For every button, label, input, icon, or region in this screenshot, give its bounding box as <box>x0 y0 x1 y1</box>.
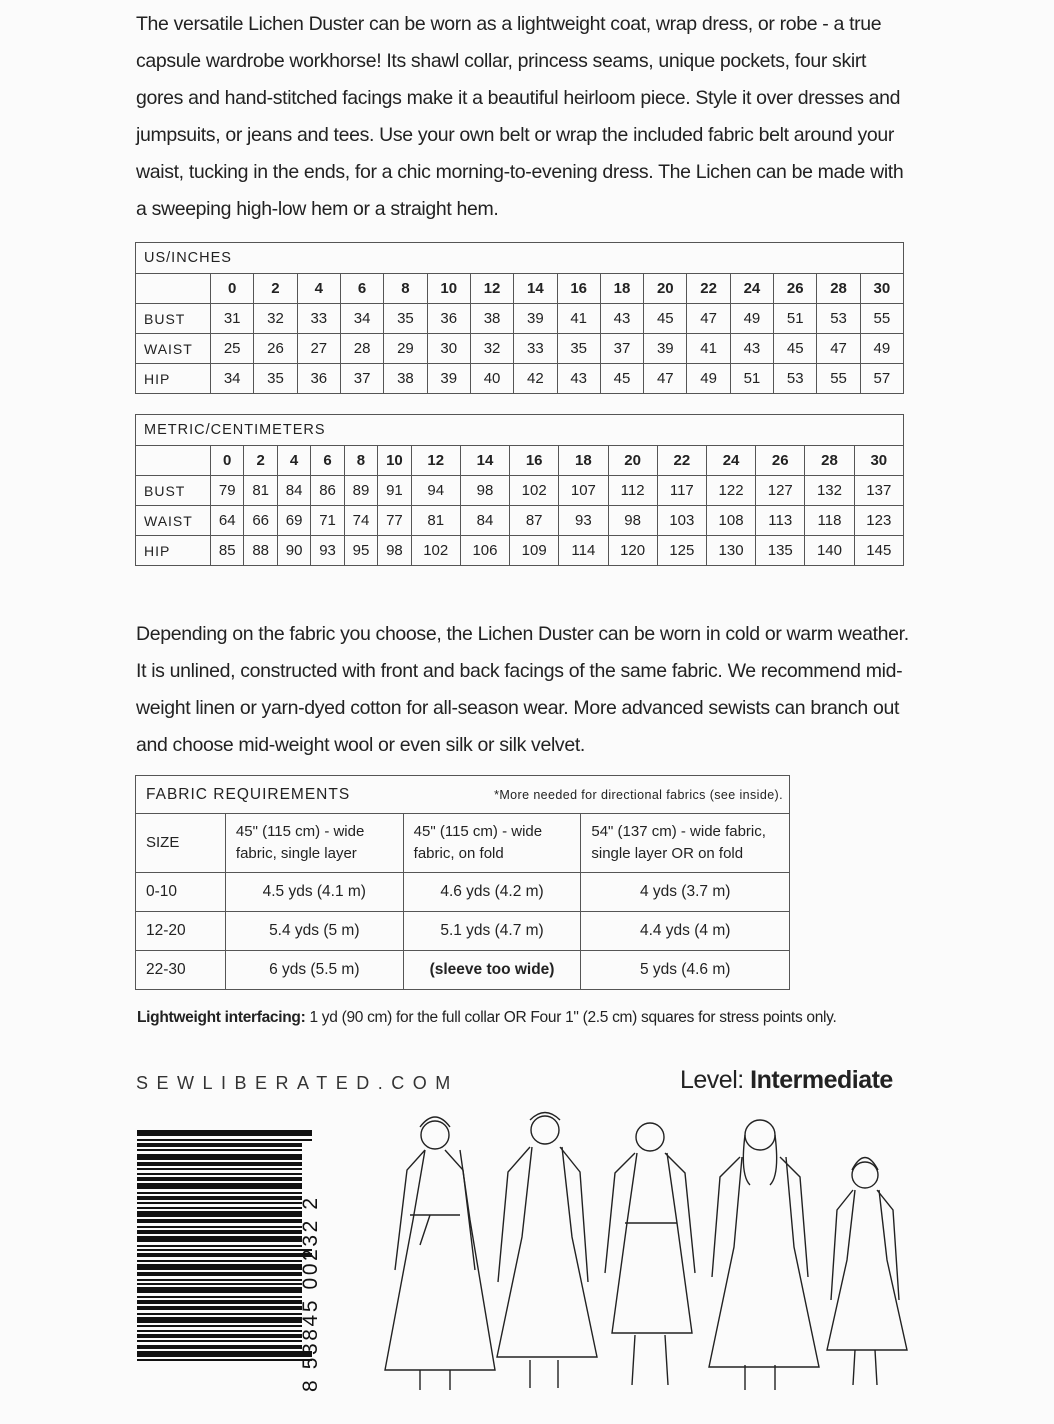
figure-4-illustration <box>709 1120 819 1390</box>
metric-size-chart <box>135 414 904 566</box>
row-label: WAIST <box>136 506 211 536</box>
table-row <box>136 304 904 334</box>
table-cell: 93 <box>559 506 608 536</box>
barcode-bar <box>137 1359 312 1361</box>
table-cell: 113 <box>756 506 805 536</box>
barcode-bar <box>137 1306 302 1310</box>
table-cell: 35 <box>557 334 600 364</box>
barcode-bar <box>137 1345 302 1349</box>
size-header-cell: 12 <box>411 446 460 476</box>
barcode-bar <box>137 1168 302 1170</box>
size-header-cell: 2 <box>254 274 297 304</box>
size-header-cell: 22 <box>657 446 706 476</box>
barcode-bar <box>137 1219 302 1223</box>
table-cell: 45 <box>600 364 643 394</box>
barcode-bar <box>137 1296 302 1298</box>
size-header-cell: 4 <box>277 446 310 476</box>
website-link[interactable]: SEWLIBERATED.COM <box>136 1073 459 1093</box>
size-header-cell: 10 <box>427 274 470 304</box>
barcode-bar <box>137 1264 302 1270</box>
table-cell: 91 <box>378 476 411 506</box>
barcode-bar <box>137 1230 302 1234</box>
table-cell: 55 <box>860 304 903 334</box>
fabric-table-note: *More needed for directional fabrics (see inside). <box>403 776 789 814</box>
barcode-bar <box>137 1211 302 1217</box>
table-cell: 32 <box>470 334 513 364</box>
barcode-bar <box>137 1236 302 1242</box>
table-row <box>136 536 904 566</box>
table-cell: 45 <box>644 304 687 334</box>
table-cell: 140 <box>805 536 854 566</box>
size-header-cell: 28 <box>805 446 854 476</box>
table-cell: 102 <box>411 536 460 566</box>
table-cell: 123 <box>854 506 903 536</box>
size-header-cell: 6 <box>340 274 383 304</box>
table-cell: 98 <box>608 506 657 536</box>
table-cell: 66 <box>244 506 277 536</box>
table-cell: 79 <box>211 476 244 506</box>
size-header-cell: 6 <box>311 446 344 476</box>
us-size-chart <box>135 242 904 394</box>
table-cell: 39 <box>644 334 687 364</box>
intro-paragraph: The versatile Lichen Duster can be worn as a lightweight coat, wrap dress, or robe - a true capsule wardrobe workhorse! Its shawl collar, princess seams, unique pockets, four skirt gores and hand-stitched facings make it a beautiful heirloom piece. Style it over dresses and jumpsuits, or jeans and tees. Use your own belt or wrap the included fabric belt around your waist, tucking in the ends, for a chic morning-to-evening dress. The Lichen can be made with a sweeping high-low hem or a straight hem. <box>136 13 904 220</box>
size-header-cell: 14 <box>460 446 509 476</box>
table-cell: 112 <box>608 476 657 506</box>
table-cell: 27 <box>297 334 340 364</box>
size-header-cell: 4 <box>297 274 340 304</box>
table-cell: 98 <box>378 536 411 566</box>
table-cell: 85 <box>211 536 244 566</box>
barcode-number: 8 53845 00232 2 <box>299 1195 322 1392</box>
size-header-cell: 30 <box>860 274 903 304</box>
table-cell: 39 <box>514 304 557 334</box>
table-cell: 36 <box>297 364 340 394</box>
barcode-bar <box>137 1300 302 1304</box>
barcode-bar <box>137 1173 302 1175</box>
table-cell: 40 <box>470 364 513 394</box>
table-cell: 53 <box>774 364 817 394</box>
table-cell: 93 <box>311 536 344 566</box>
row-label <box>136 274 211 304</box>
table-cell: 45 <box>774 334 817 364</box>
table-cell: 33 <box>514 334 557 364</box>
barcode-bar <box>137 1334 302 1338</box>
table-cell: 88 <box>244 536 277 566</box>
barcode-bar <box>137 1192 302 1194</box>
table-cell: 102 <box>510 476 559 506</box>
size-header-cell: 26 <box>774 274 817 304</box>
table-cell: 43 <box>557 364 600 394</box>
table-cell: 36 <box>427 304 470 334</box>
table-cell: 132 <box>805 476 854 506</box>
row-label: HIP <box>136 364 211 394</box>
table-cell: 117 <box>657 476 706 506</box>
table-cell: 94 <box>411 476 460 506</box>
interfacing-note: Lightweight interfacing: 1 yd (90 cm) for the full collar OR Four 1" (2.5 cm) squares for stress points only. <box>137 1009 837 1026</box>
table-cell: 37 <box>340 364 383 394</box>
table-cell: 145 <box>854 536 903 566</box>
col1-header: 45" (115 cm) - wide fabric, single layer <box>225 814 403 873</box>
row-label: HIP <box>136 536 211 566</box>
table-cell: 47 <box>687 304 730 334</box>
metric_table-caption: METRIC/CENTIMETERS <box>136 415 904 446</box>
table-cell: 84 <box>277 476 310 506</box>
table-cell: 122 <box>706 476 755 506</box>
table-cell: 38 <box>384 364 427 394</box>
barcode-bar <box>137 1283 302 1285</box>
figure-3-illustration <box>605 1123 695 1385</box>
table-cell: 64 <box>211 506 244 536</box>
table-cell: 49 <box>860 334 903 364</box>
table-cell: 107 <box>559 476 608 506</box>
barcode-bar <box>137 1245 302 1247</box>
table-cell: 84 <box>460 506 509 536</box>
size-header-cell: 2 <box>244 446 277 476</box>
barcode-bar <box>137 1130 312 1136</box>
table-cell: 43 <box>600 304 643 334</box>
table-cell: 89 <box>344 476 377 506</box>
barcode-bar <box>137 1272 302 1276</box>
barcode-bar <box>137 1162 302 1166</box>
table-cell: 39 <box>427 364 470 394</box>
size-header-cell: 8 <box>384 274 427 304</box>
table-row: 12-20 5.4 yds (5 m) 5.1 yds (4.7 m) 4.4 yds (4 m) <box>136 912 790 951</box>
table-cell: 57 <box>860 364 903 394</box>
table-cell: 35 <box>384 304 427 334</box>
table-cell: 41 <box>557 304 600 334</box>
table-cell: 28 <box>340 334 383 364</box>
table-cell: 34 <box>211 364 254 394</box>
table-cell: 25 <box>211 334 254 364</box>
skill-level: Level: Intermediate <box>680 1066 893 1094</box>
table-cell: 33 <box>297 304 340 334</box>
table-cell: 51 <box>774 304 817 334</box>
table-row: 0-10 4.5 yds (4.1 m) 4.6 yds (4.2 m) 4 yds (3.7 m) <box>136 873 790 912</box>
barcode-bar <box>137 1149 302 1151</box>
table-cell: 77 <box>378 506 411 536</box>
table-cell: 135 <box>756 536 805 566</box>
size-header-cell: 12 <box>470 274 513 304</box>
table-cell: 31 <box>211 304 254 334</box>
barcode-bar <box>137 1207 302 1209</box>
table-cell: 106 <box>460 536 509 566</box>
barcode-bar <box>137 1313 302 1315</box>
table-cell: 87 <box>510 506 559 536</box>
us_table-caption: US/INCHES <box>136 243 904 274</box>
barcode-bar <box>137 1253 312 1257</box>
barcode-bar <box>137 1249 312 1251</box>
table-cell: 81 <box>411 506 460 536</box>
table-cell: 103 <box>657 506 706 536</box>
size-header-cell: 14 <box>514 274 557 304</box>
size-header: SIZE <box>136 814 226 873</box>
table-cell: 86 <box>311 476 344 506</box>
figure-2-illustration <box>497 1113 597 1389</box>
size-header-cell: 26 <box>756 446 805 476</box>
size-header-cell: 22 <box>687 274 730 304</box>
table-cell: 47 <box>817 334 860 364</box>
table-cell: 130 <box>706 536 755 566</box>
table-cell: 41 <box>687 334 730 364</box>
table-cell: 53 <box>817 304 860 334</box>
row-label: BUST <box>136 476 211 506</box>
fabric-requirements-table <box>135 775 790 990</box>
barcode-bar <box>137 1340 302 1342</box>
barcode-bar <box>137 1279 302 1281</box>
table-cell: 35 <box>254 364 297 394</box>
table-cell: 81 <box>244 476 277 506</box>
barcode-bar <box>137 1196 302 1200</box>
table-row <box>136 506 904 536</box>
table-cell: 74 <box>344 506 377 536</box>
size-header-cell: 0 <box>211 446 244 476</box>
col2-header: 45" (115 cm) - wide fabric, on fold <box>403 814 581 873</box>
fabric-paragraph: Depending on the fabric you choose, the Lichen Duster can be worn in cold or warm weather. It is unlined, constructed with front and back facings of the same fabric. We recommend mid-weight linen or yarn-dyed cotton for all-season wear. More advanced sewists can branch out and choose mid-weight wool or even silk or silk velvet. <box>136 623 909 756</box>
table-cell: 49 <box>687 364 730 394</box>
row-label: WAIST <box>136 334 211 364</box>
table-cell: 49 <box>730 304 773 334</box>
table-cell: 51 <box>730 364 773 394</box>
size-header-cell: 18 <box>559 446 608 476</box>
table-cell: 71 <box>311 506 344 536</box>
size-header-cell: 16 <box>557 274 600 304</box>
size-header-cell: 18 <box>600 274 643 304</box>
table-cell: 55 <box>817 364 860 394</box>
barcode-bar <box>137 1139 312 1141</box>
table-cell: 114 <box>559 536 608 566</box>
barcode-bar <box>137 1202 302 1204</box>
barcode-bar <box>137 1351 312 1357</box>
barcode-bar <box>137 1143 302 1147</box>
barcode <box>137 1130 337 1400</box>
table-row <box>136 476 904 506</box>
col3-header: 54" (137 cm) - wide fabric, single layer OR on fold <box>581 814 790 873</box>
table-cell: 26 <box>254 334 297 364</box>
table-cell: 108 <box>706 506 755 536</box>
barcode-bar <box>137 1325 302 1327</box>
table-cell: 69 <box>277 506 310 536</box>
model-illustrations <box>380 1105 920 1395</box>
size-header-cell: 24 <box>706 446 755 476</box>
fabric-table-caption: FABRIC REQUIREMENTS <box>136 776 404 814</box>
barcode-bar <box>137 1226 302 1228</box>
table-cell: 42 <box>514 364 557 394</box>
table-cell: 47 <box>644 364 687 394</box>
figure-1-illustration <box>385 1117 495 1390</box>
barcode-bar <box>137 1260 302 1262</box>
table-cell: 120 <box>608 536 657 566</box>
size-header-cell: 24 <box>730 274 773 304</box>
table-row <box>136 334 904 364</box>
figure-5-illustration <box>827 1158 907 1386</box>
barcode-bar <box>137 1183 302 1189</box>
size-header-cell: 28 <box>817 274 860 304</box>
table-cell: 30 <box>427 334 470 364</box>
row-label <box>136 446 211 476</box>
size-header-cell: 0 <box>211 274 254 304</box>
size-header-cell: 30 <box>854 446 903 476</box>
size-header-cell: 20 <box>608 446 657 476</box>
table-cell: 34 <box>340 304 383 334</box>
barcode-bar <box>137 1330 302 1332</box>
table-cell: 32 <box>254 304 297 334</box>
row-label: BUST <box>136 304 211 334</box>
barcode-bar <box>137 1154 302 1160</box>
table-cell: 29 <box>384 334 427 364</box>
barcode-bar <box>137 1287 302 1293</box>
barcode-bar <box>137 1317 302 1323</box>
size-header-cell: 20 <box>644 274 687 304</box>
table-cell: 125 <box>657 536 706 566</box>
size-header-cell: 16 <box>510 446 559 476</box>
table-row <box>136 364 904 394</box>
table-cell: 38 <box>470 304 513 334</box>
table-cell: 127 <box>756 476 805 506</box>
table-cell: 118 <box>805 506 854 536</box>
size-header-cell: 10 <box>378 446 411 476</box>
table-cell: 109 <box>510 536 559 566</box>
size-header-cell: 8 <box>344 446 377 476</box>
table-cell: 95 <box>344 536 377 566</box>
table-cell: 37 <box>600 334 643 364</box>
table-cell: 137 <box>854 476 903 506</box>
table-cell: 90 <box>277 536 310 566</box>
table-row: 22-30 6 yds (5.5 m) (sleeve too wide) 5 yds (4.6 m) <box>136 951 790 990</box>
table-cell: 43 <box>730 334 773 364</box>
barcode-bar <box>137 1177 302 1181</box>
table-cell: 98 <box>460 476 509 506</box>
